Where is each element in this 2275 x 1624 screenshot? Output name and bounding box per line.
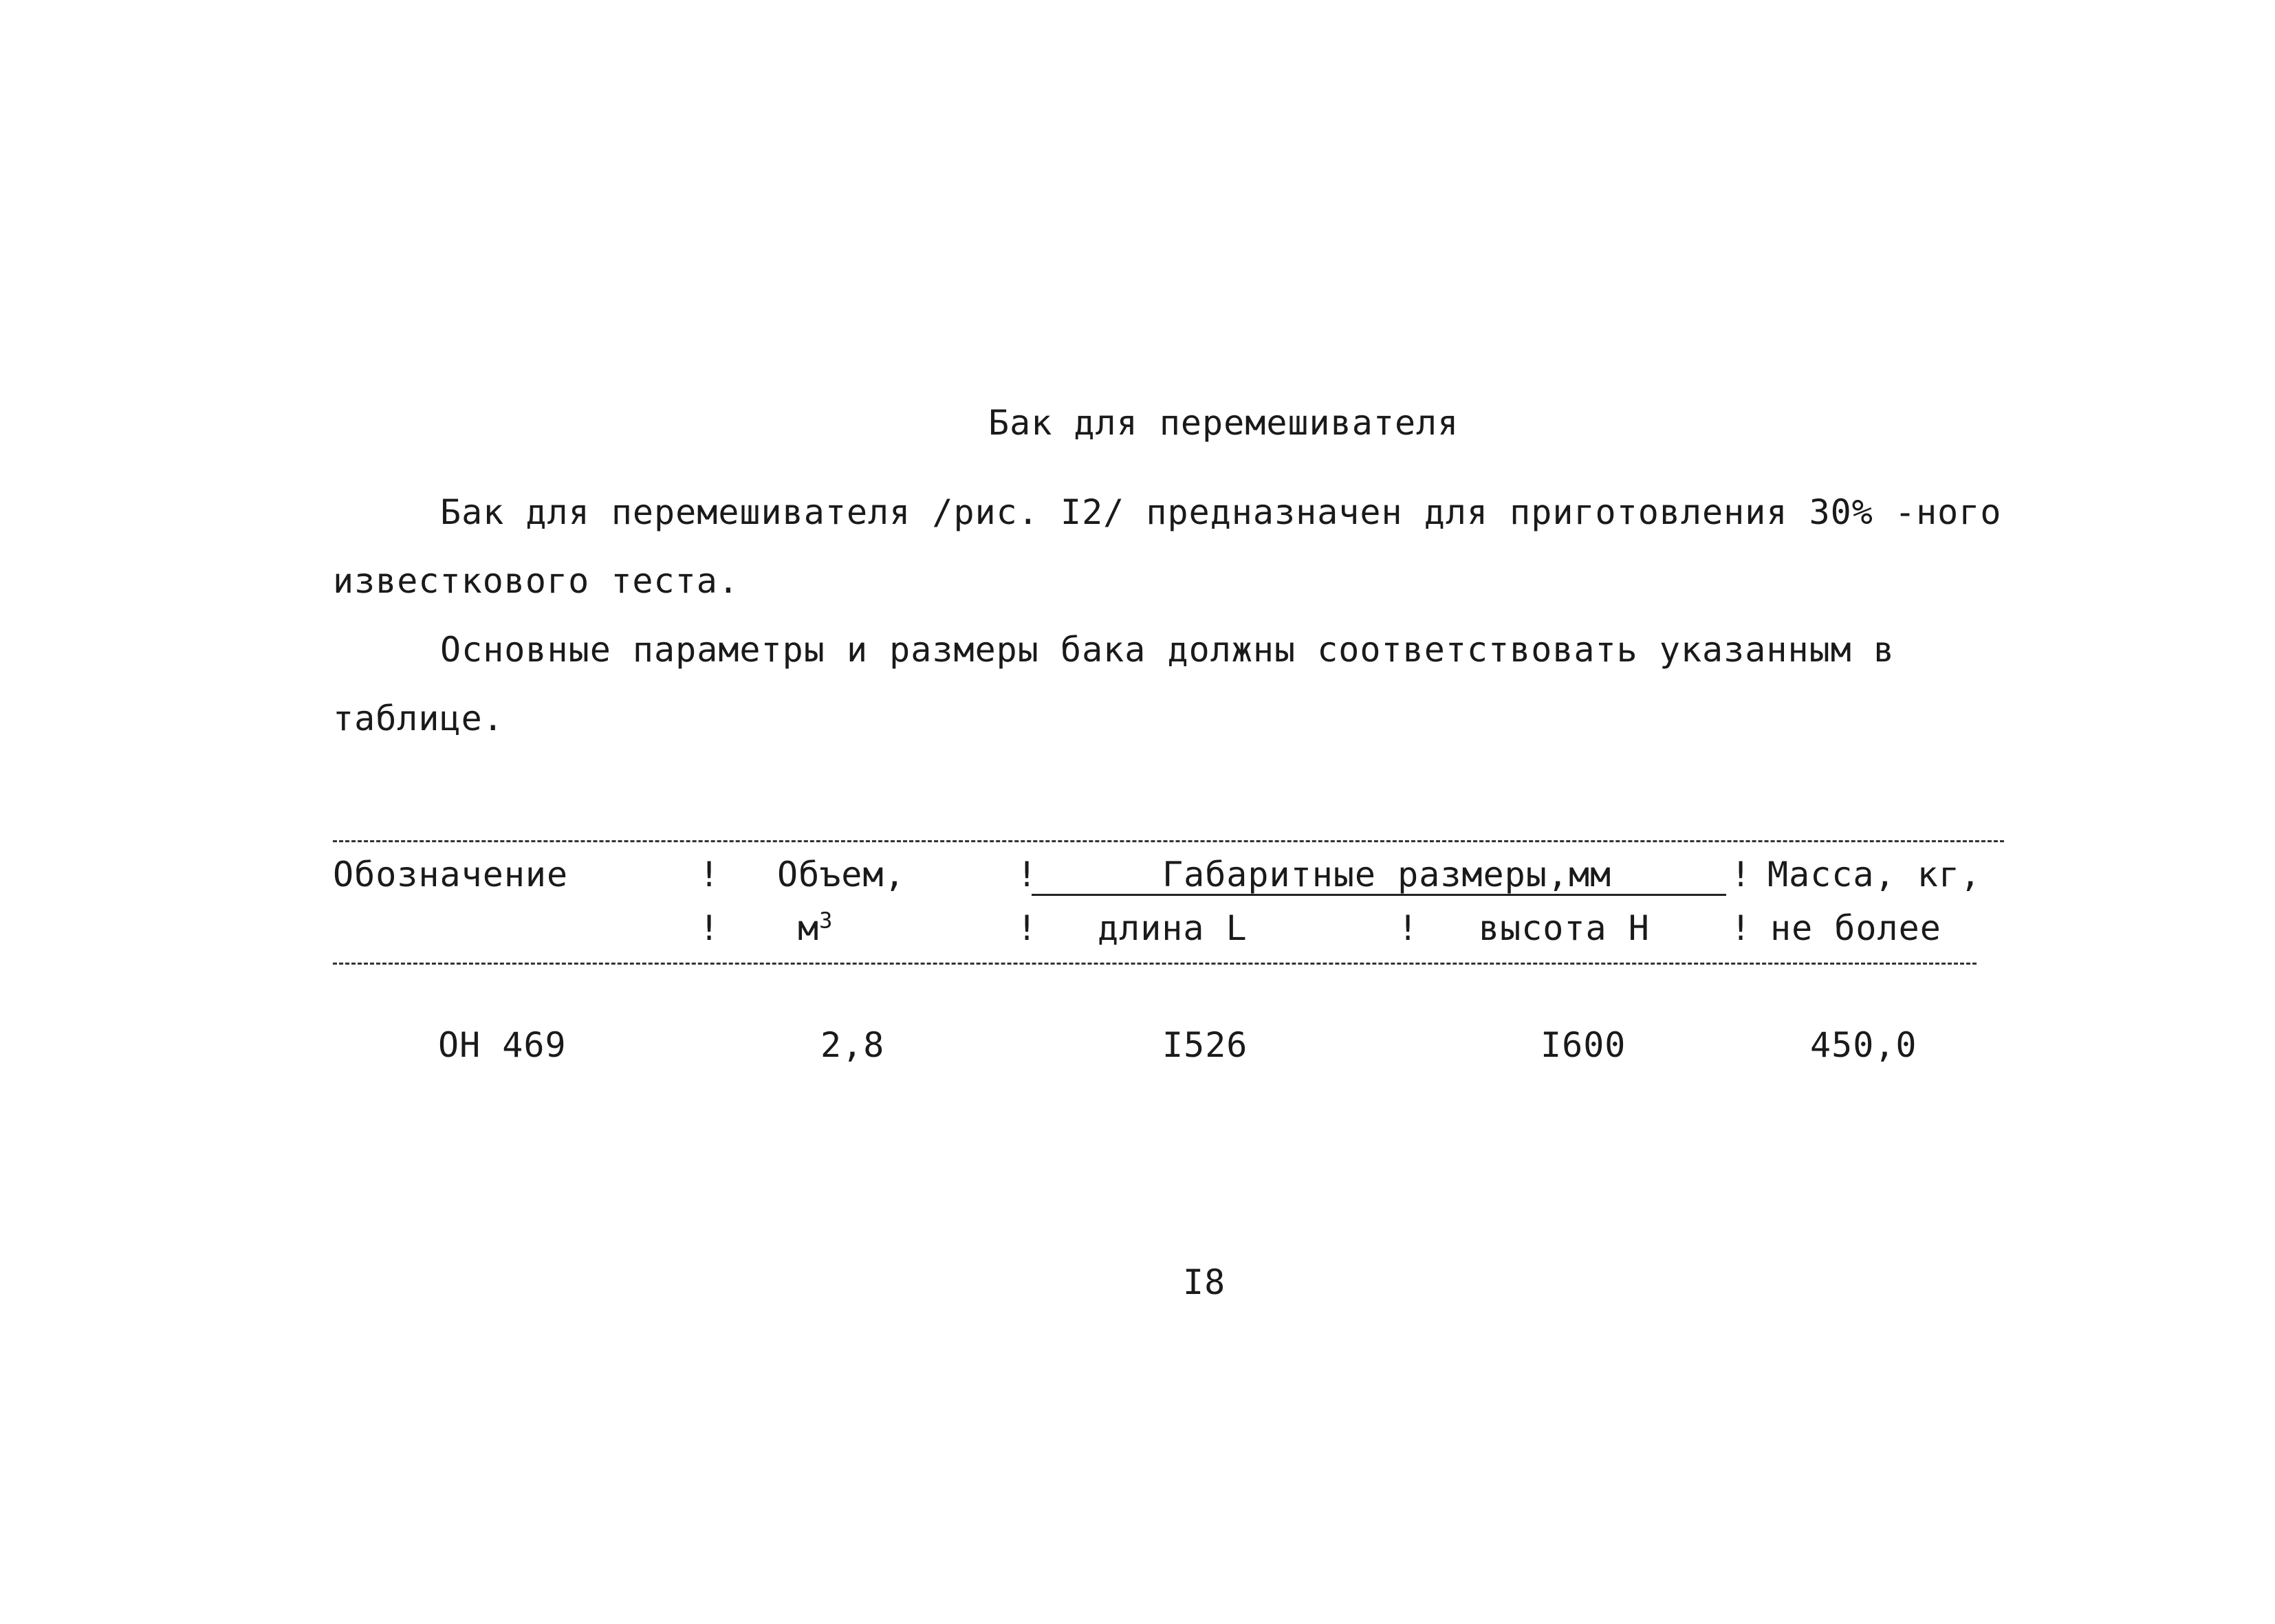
document-title: Бак для перемешивателя xyxy=(988,403,1459,443)
cell-designation: ОН 469 xyxy=(438,1025,567,1065)
header-designation: Обозначение xyxy=(333,855,569,895)
header-length: длина L xyxy=(1098,908,1248,948)
paragraph-2-line-1: Основные параметры и размеры бака должны соответствовать указанным в xyxy=(440,630,1895,670)
cell-height: I600 xyxy=(1541,1025,1626,1065)
cell-volume: 2,8 xyxy=(820,1025,885,1065)
paragraph-1-line-2: известкового теста. xyxy=(333,561,739,601)
dimensions-group-underline xyxy=(1032,894,1726,896)
column-separator: ! xyxy=(699,855,720,895)
column-separator: ! xyxy=(1016,855,1038,895)
table-header-bottom-rule xyxy=(333,963,1977,965)
paragraph-1-line-1: Бак для перемешивателя /рис. I2/ предназначен для приготовления 30% -ного xyxy=(440,492,2002,532)
column-separator: ! xyxy=(1730,908,1752,948)
cell-mass: 450,0 xyxy=(1810,1025,1917,1065)
column-separator: ! xyxy=(699,908,720,948)
cell-length: I526 xyxy=(1162,1025,1248,1065)
column-separator: ! xyxy=(1016,908,1038,948)
column-separator: ! xyxy=(1397,908,1419,948)
volume-unit-superscript: 3 xyxy=(819,907,834,934)
paragraph-2-line-2: таблице. xyxy=(333,699,504,738)
header-height: высота H xyxy=(1479,908,1650,948)
table-top-rule xyxy=(333,840,2004,842)
column-separator: ! xyxy=(1730,855,1752,895)
header-volume: Объем, xyxy=(777,855,906,895)
header-volume-unit: $м^3$ xyxy=(798,907,834,948)
header-mass-line-1: Масса, кг, xyxy=(1767,855,1982,895)
page-number: I8 xyxy=(1183,1262,1226,1302)
header-mass-line-2: не более xyxy=(1770,908,1941,948)
header-dimensions-group: Габаритные размеры,мм xyxy=(1162,855,1612,895)
